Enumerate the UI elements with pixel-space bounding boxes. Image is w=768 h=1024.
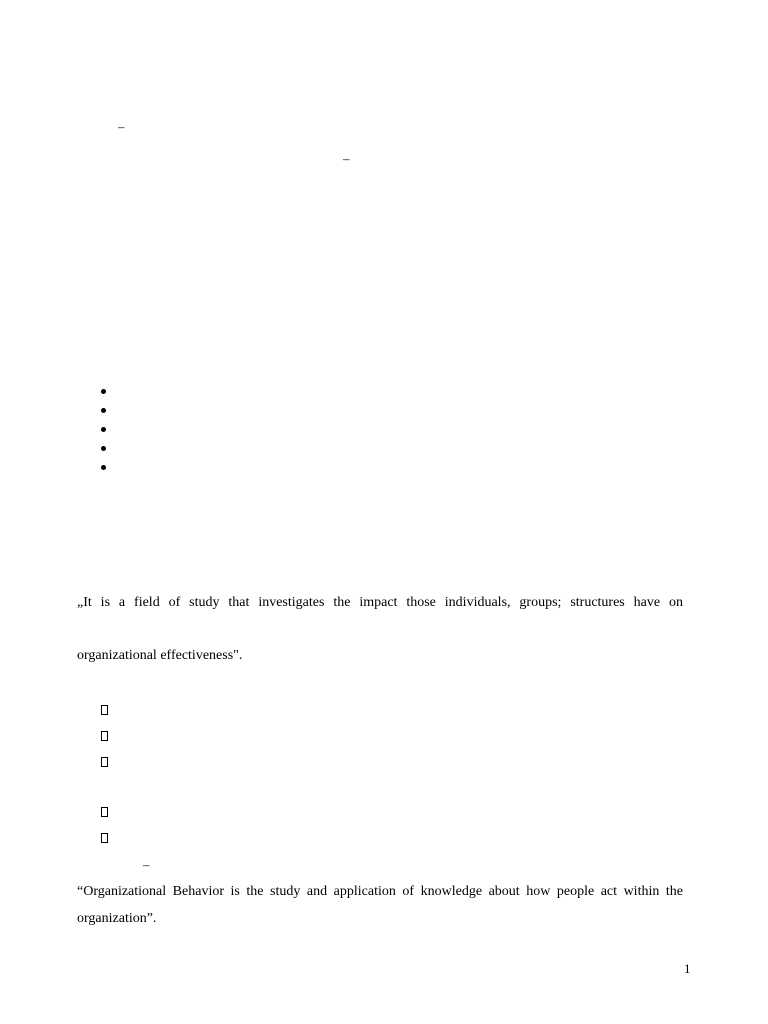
empty-box-icon xyxy=(101,757,108,767)
definition-line: organizational effectiveness". xyxy=(77,648,243,663)
bullet-point xyxy=(101,465,106,470)
definition-line: „It is a field of study that investigates the impact those individuals, groups; structures have on xyxy=(77,595,683,610)
bullet-point xyxy=(101,446,106,451)
dash-mark: – xyxy=(143,857,150,872)
bullet-point xyxy=(101,408,106,413)
empty-box-icon xyxy=(101,833,108,843)
definition-line: organization”. xyxy=(77,911,157,926)
dash-mark: – xyxy=(343,151,350,166)
bullet-point xyxy=(101,389,106,394)
empty-box-icon xyxy=(101,807,108,817)
bullet-point xyxy=(101,427,106,432)
dash-mark: – xyxy=(118,119,125,134)
definition-line: “Organizational Behavior is the study and application of knowledge about how people act within the xyxy=(77,884,683,899)
empty-box-icon xyxy=(101,731,108,741)
empty-box-icon xyxy=(101,705,108,715)
page-number: 1 xyxy=(684,961,691,976)
